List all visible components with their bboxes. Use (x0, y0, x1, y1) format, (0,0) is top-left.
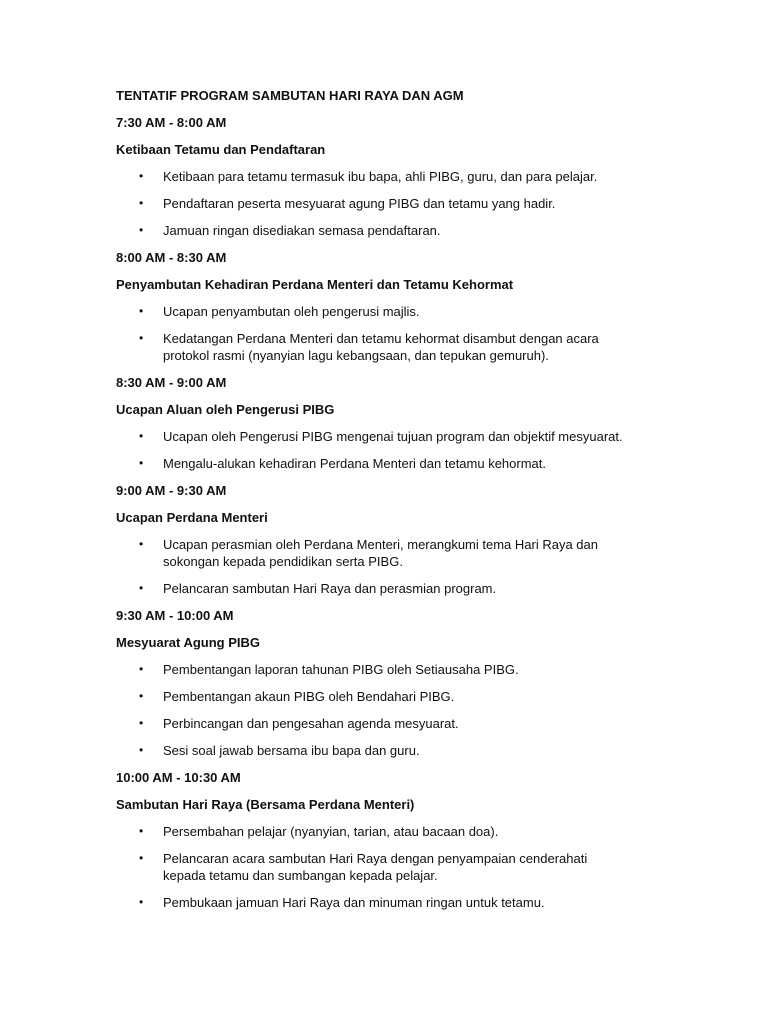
bullet-icon: • (139, 304, 144, 318)
list-item (116, 715, 633, 732)
bullet-icon: • (139, 169, 144, 183)
bullet-icon: • (139, 196, 144, 210)
bullet-icon: • (139, 824, 144, 838)
section-heading: Ucapan Perdana Menteri (116, 510, 268, 525)
list-item-text: Pelancaran acara sambutan Hari Raya dengan penyampaian cenderahati kepada tetamu dan sumbangan kepada pelajar. (163, 851, 588, 883)
list-item-text: Pembentangan akaun PIBG oleh Bendahari PIBG. (163, 689, 455, 704)
list-item-text: Ucapan oleh Pengerusi PIBG mengenai tujuan program dan objektif mesyuarat. (163, 429, 623, 444)
list-item (116, 688, 633, 705)
bullet-icon: • (139, 429, 144, 443)
list-item-text: Jamuan ringan disediakan semasa pendaftaran. (163, 223, 441, 238)
list-item (116, 455, 633, 472)
bullet-icon: • (139, 851, 144, 865)
program-section (116, 374, 708, 472)
program-section (116, 249, 708, 364)
section-item-list (116, 536, 708, 597)
section-time: 9:30 AM - 10:00 AM (116, 608, 234, 623)
program-section (116, 482, 708, 597)
list-item (116, 536, 633, 570)
program-section (116, 769, 708, 911)
list-item (116, 195, 633, 212)
bullet-icon: • (139, 537, 144, 551)
list-item-text: Pembentangan laporan tahunan PIBG oleh Setiausaha PIBG. (163, 662, 519, 677)
list-item-text: Pendaftaran peserta mesyuarat agung PIBG dan tetamu yang hadir. (163, 196, 556, 211)
bullet-icon: • (139, 689, 144, 703)
bullet-icon: • (139, 716, 144, 730)
list-item-text: Ucapan perasmian oleh Perdana Menteri, merangkumi tema Hari Raya dan sokongan kepada pendidikan serta PIBG. (163, 537, 598, 569)
section-heading: Mesyuarat Agung PIBG (116, 635, 260, 650)
bullet-icon: • (139, 223, 144, 237)
list-item (116, 850, 633, 884)
section-time: 8:30 AM - 9:00 AM (116, 375, 227, 390)
bullet-icon: • (139, 743, 144, 757)
list-item (116, 823, 633, 840)
section-item-list (116, 168, 708, 239)
list-item-text: Pelancaran sambutan Hari Raya dan perasmian program. (163, 581, 497, 596)
section-time: 9:00 AM - 9:30 AM (116, 483, 227, 498)
list-item (116, 661, 633, 678)
list-item (116, 303, 633, 320)
list-item (116, 580, 633, 597)
program-sections (116, 114, 708, 911)
list-item-text: Persembahan pelajar (nyanyian, tarian, atau bacaan doa). (163, 824, 499, 839)
section-heading: Ketibaan Tetamu dan Pendaftaran (116, 142, 326, 157)
section-heading: Ucapan Aluan oleh Pengerusi PIBG (116, 402, 335, 417)
list-item (116, 894, 633, 911)
list-item-text: Perbincangan dan pengesahan agenda mesyuarat. (163, 716, 459, 731)
section-item-list (116, 661, 708, 759)
section-item-list (116, 428, 708, 472)
document-title: TENTATIF PROGRAM SAMBUTAN HARI RAYA DAN AGM (116, 88, 464, 103)
list-item-text: Mengalu-alukan kehadiran Perdana Menteri dan tetamu kehormat. (163, 456, 547, 471)
section-item-list (116, 823, 708, 911)
list-item-text: Ketibaan para tetamu termasuk ibu bapa, ahli PIBG, guru, dan para pelajar. (163, 169, 598, 184)
section-heading: Sambutan Hari Raya (Bersama Perdana Menteri) (116, 797, 415, 812)
list-item-text: Kedatangan Perdana Menteri dan tetamu kehormat disambut dengan acara protokol rasmi (nyanyian lagu kebangsaan, dan tepukan gemuruh). (163, 331, 599, 363)
bullet-icon: • (139, 581, 144, 595)
list-item (116, 222, 633, 239)
section-time: 8:00 AM - 8:30 AM (116, 250, 227, 265)
program-section (116, 114, 708, 239)
section-time: 10:00 AM - 10:30 AM (116, 770, 241, 785)
bullet-icon: • (139, 456, 144, 470)
list-item (116, 330, 633, 364)
section-item-list (116, 303, 708, 364)
bullet-icon: • (139, 662, 144, 676)
list-item-text: Ucapan penyambutan oleh pengerusi majlis. (163, 304, 420, 319)
list-item-text: Sesi soal jawab bersama ibu bapa dan guru. (163, 743, 420, 758)
list-item-text: Pembukaan jamuan Hari Raya dan minuman ringan untuk tetamu. (163, 895, 545, 910)
section-heading: Penyambutan Kehadiran Perdana Menteri dan Tetamu Kehormat (116, 277, 514, 292)
bullet-icon: • (139, 895, 144, 909)
list-item (116, 168, 633, 185)
program-section (116, 607, 708, 759)
list-item (116, 742, 633, 759)
section-time: 7:30 AM - 8:00 AM (116, 115, 227, 130)
bullet-icon: • (139, 331, 144, 345)
list-item (116, 428, 633, 445)
